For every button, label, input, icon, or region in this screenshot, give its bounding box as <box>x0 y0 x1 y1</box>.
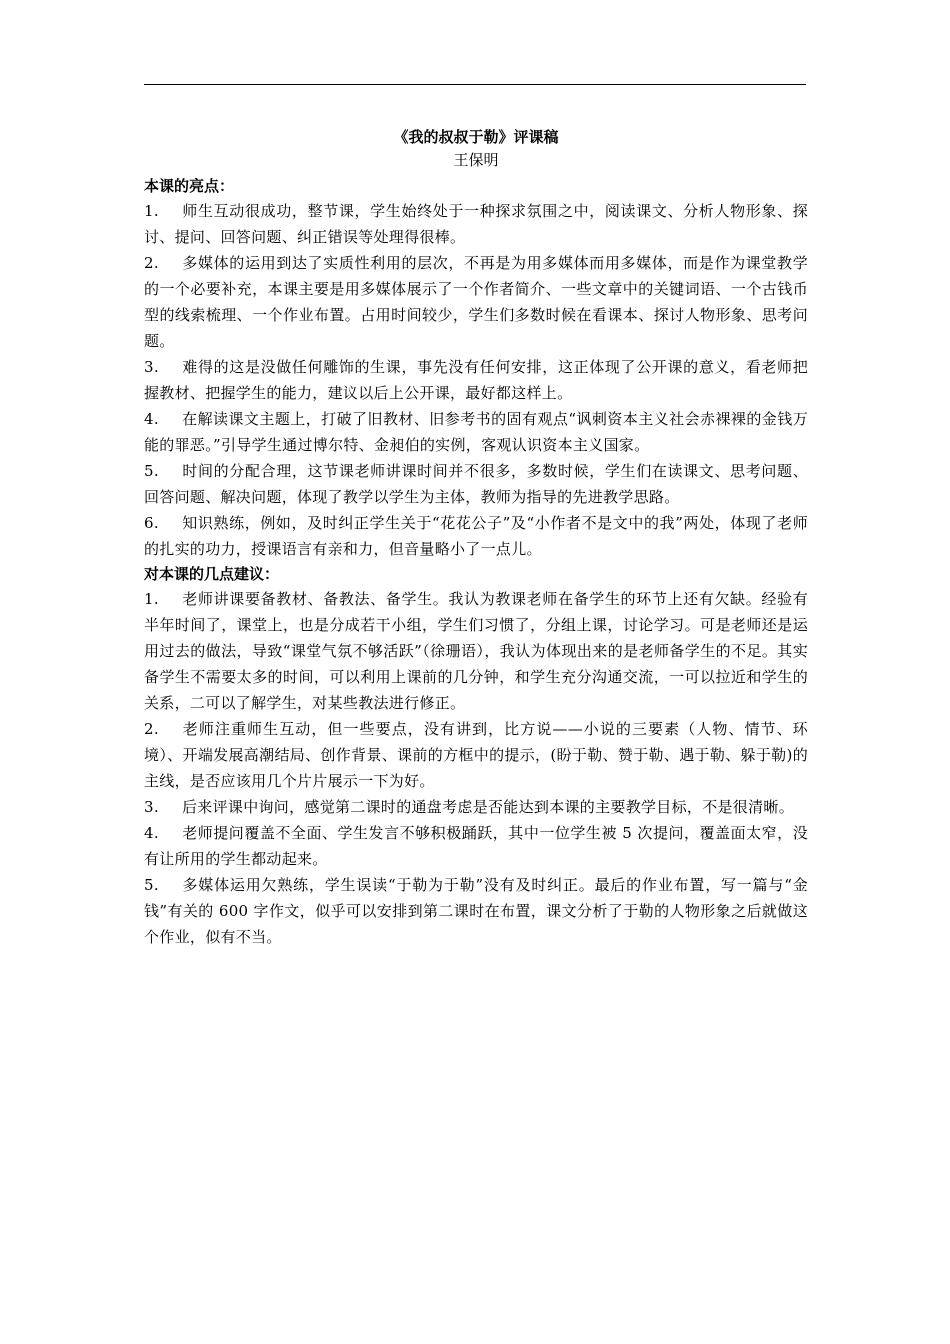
item-number: 6. <box>144 514 159 532</box>
highlight-item <box>144 198 808 250</box>
suggestion-item <box>144 820 808 872</box>
item-text: 多媒体运用欠熟练，学生误读“于勒为于勒”没有及时纠正。最后的作业布置，写一篇与“金钱”有关的 600 字作文，似乎可以安排到第二课时在布置，课文分析了于勒的人物形象之后就做这个作业，似有不当。 <box>144 876 808 946</box>
highlight-item <box>144 510 808 562</box>
suggestions-heading: 对本课的几点建议： <box>144 565 280 583</box>
item-number: 1. <box>144 202 159 220</box>
highlights-list <box>144 198 808 562</box>
header-rule <box>144 84 806 85</box>
item-number: 3. <box>144 358 159 376</box>
item-text: 老师注重师生互动，但一些要点，没有讲到，比方说——小说的三要素（人物、情节、环境）、开端发展高潮结局、创作背景、课前的方框中的提示，(盼于勒、赞于勒、遇于勒、躲于勒)的主线，是否应该用几个片片展示一下为好。 <box>144 720 808 790</box>
item-text: 后来评课中询问，感觉第二课时的通盘考虑是否能达到本课的主要教学目标，不是很清晰。 <box>182 798 795 816</box>
highlight-item <box>144 250 808 354</box>
item-text: 知识熟练，例如，及时纠正学生关于“花花公子”及“小作者不是文中的我”两处，体现了老师的扎实的功力，授课语言有亲和力，但音量略小了一点儿。 <box>144 514 808 558</box>
suggestion-item <box>144 872 808 950</box>
item-text: 师生互动很成功，整节课，学生始终处于一种探求氛围之中，阅读课文、分析人物形象、探讨、提问、回答问题、纠正错误等处理得很棒。 <box>144 202 808 246</box>
highlight-item <box>144 406 808 458</box>
item-number: 3. <box>144 798 159 816</box>
item-text: 难得的这是没做任何雕饰的生课，事先没有任何安排，这正体现了公开课的意义，看老师把握教材、把握学生的能力，建议以后上公开课，最好都这样上。 <box>144 358 808 402</box>
document-title: 《我的叔叔于勒》评课稿 <box>393 128 559 146</box>
highlight-item <box>144 354 808 406</box>
item-number: 5. <box>144 462 159 480</box>
item-text: 时间的分配合理，这节课老师讲课时间并不很多，多数时候，学生们在读课文、思考问题、回答问题、解决问题，体现了教学以学生为主体，教师为指导的先进教学思路。 <box>144 462 808 506</box>
item-number: 4. <box>144 824 159 842</box>
suggestion-item <box>144 586 808 716</box>
document-author: 王保明 <box>453 151 499 169</box>
item-text: 多媒体的运用到达了实质性利用的层次，不再是为用多媒体而用多媒体，而是作为课堂教学的一个必要补充，本课主要是用多媒体展示了一个作者简介、一些文章中的关键词语、一个古钱币型的线索梳理、一个作业布置。占用时间较少，学生们多数时候在看课本、探讨人物形象、思考问题。 <box>144 254 808 350</box>
highlight-item <box>144 458 808 510</box>
item-number: 4. <box>144 410 159 428</box>
item-number: 2. <box>144 254 159 272</box>
item-number: 2. <box>144 720 159 738</box>
suggestions-list <box>144 586 808 950</box>
item-text: 在解读课文主题上，打破了旧教材、旧参考书的固有观点“讽刺资本主义社会赤裸裸的金钱万能的罪恶。”引导学生通过博尔特、金昶伯的实例，客观认识资本主义国家。 <box>144 410 808 454</box>
document-body <box>144 126 808 950</box>
suggestion-item <box>144 716 808 794</box>
suggestion-item <box>144 794 808 820</box>
highlights-heading: 本课的亮点： <box>144 177 235 195</box>
item-text: 老师讲课要备教材、备教法、备学生。我认为教课老师在备学生的环节上还有欠缺。经验有半年时间了，课堂上，也是分成若干小组，学生们习惯了，分组上课，讨论学习。可是老师还是运用过去的做法，导致“课堂气氛不够活跃”（徐珊语），我认为体现出来的是老师备学生的不足。其实备学生不需要太多的时间，可以利用上课前的几分钟，和学生充分沟通交流，一可以拉近和学生的关系，二可以了解学生，对某些教法进行修正。 <box>144 590 808 712</box>
item-number: 5. <box>144 876 159 894</box>
item-text: 老师提问覆盖不全面、学生发言不够积极踊跃，其中一位学生被 5 次提问，覆盖面太窄，没有让所用的学生都动起来。 <box>144 824 808 868</box>
item-number: 1. <box>144 590 159 608</box>
